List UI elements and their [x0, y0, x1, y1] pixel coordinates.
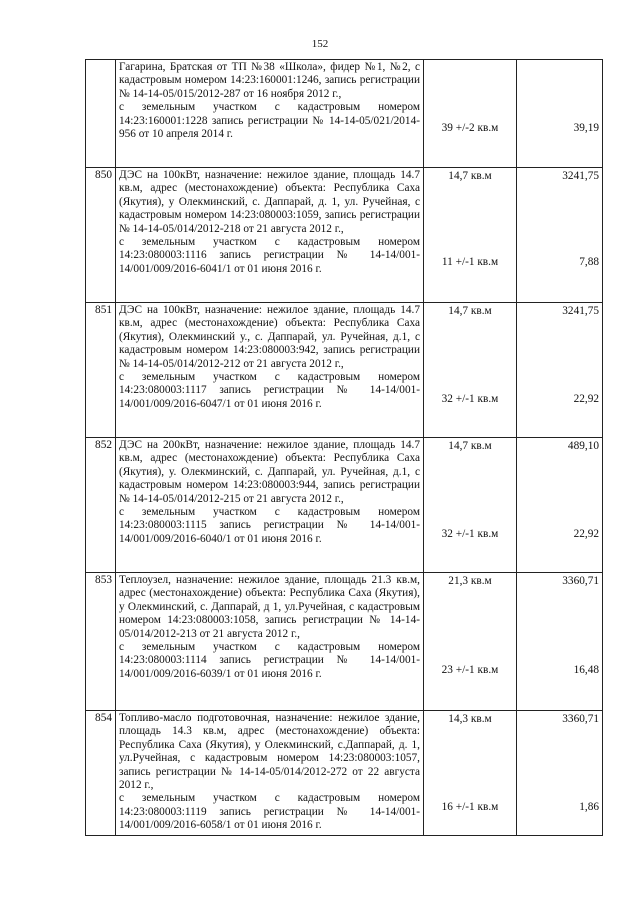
building-description: Теплоузел, назначение: нежилое здание, площадь 21.3 кв.м, адрес (местонахождение) объекта: Республика Саха (Якутия), у Олекминский, с. Даппарай, д 1, ул.Ручейная, с кадастровым номером 14:23:080003:1058, запись регистрации № 14-14-05/014/2012-213 от 21 августа 2012 г., — [119, 574, 420, 640]
land-area: 32 +/-1 кв.м — [441, 528, 499, 540]
table-row — [86, 303, 603, 438]
row-number: 852 — [86, 438, 116, 573]
land-value: 1,86 — [579, 801, 599, 813]
land-plot-description: с земельным участком с кадастровым номером 14:23:080003:1116 запись регистрации № 14-14/001-14/001/009/2016-6041/1 от 01 июня 2016 г. — [119, 236, 420, 275]
building-value: 3241,75 — [562, 170, 599, 182]
value-cell — [517, 711, 603, 836]
row-number: 853 — [86, 573, 116, 711]
area-cell — [424, 573, 517, 711]
area-cell — [424, 168, 517, 303]
value-cell — [517, 60, 603, 168]
building-description: Топливо-масло подготовочная, назначение: нежилое здание, площадь 14.3 кв.м, адрес (местонахождение) объекта: Республика Саха (Якутия), у Олекминский, с.Даппарай, д. 1, ул.Ручейная, с кадастровым номером 14:23:080003:1057, запись регистрации № 14-14-05/014/2012-272 от 22 августа 2012 г., — [119, 712, 420, 792]
building-value: 489,10 — [567, 440, 599, 452]
area-cell — [424, 711, 517, 836]
table-row — [86, 438, 603, 573]
land-plot-description: с земельным участком с кадастровым номером 14:23:160001:1228 запись регистрации № 14-14-05/021/2014-956 от 10 апреля 2014 г. — [119, 101, 420, 141]
area-cell — [424, 303, 517, 438]
building-value: 3360,71 — [562, 575, 599, 587]
row-number: 854 — [86, 711, 116, 836]
land-area: 11 +/-1 кв.м — [441, 256, 499, 268]
land-area: 32 +/-1 кв.м — [441, 393, 499, 405]
land-area: 16 +/-1 кв.м — [441, 801, 499, 813]
building-area: 14,7 кв.м — [448, 170, 492, 182]
area-cell — [424, 60, 517, 168]
building-value: 3360,71 — [562, 713, 599, 725]
property-description — [116, 60, 424, 168]
row-number: 850 — [86, 168, 116, 303]
land-plot-description: с земельным участком с кадастровым номером 14:23:080003:1114 запись регистрации № 14-14/001-14/001/009/2016-6039/1 от 01 июня 2016 г. — [119, 641, 420, 680]
property-description — [116, 711, 424, 836]
table-row — [86, 573, 603, 711]
property-description — [116, 573, 424, 711]
value-cell — [517, 438, 603, 573]
table-row — [86, 168, 603, 303]
building-area: 21,3 кв.м — [448, 575, 492, 587]
area-cell — [424, 438, 517, 573]
value-cell — [517, 168, 603, 303]
row-number: 851 — [86, 303, 116, 438]
table-row — [86, 60, 603, 168]
building-description: ДЭС на 100кВт, назначение: нежилое здание, площадь 14.7 кв.м, адрес (местонахождение) объекта: Республика Саха (Якутия), у Олекминский, с. Даппарай, д. 1, ул. Ручейная, с кадастровым номером 14:23:080003:1059, запись регистрации № 14-14-05/014/2012-218 от 21 августа 2012 г., — [119, 169, 420, 235]
land-value: 22,92 — [573, 528, 599, 540]
property-description — [116, 438, 424, 573]
land-value: 22,92 — [573, 393, 599, 405]
building-area: 14,3 кв.м — [448, 713, 492, 725]
land-value: 39,19 — [573, 122, 599, 134]
building-area: 14,7 кв.м — [448, 440, 492, 452]
building-area: 14,7 кв.м — [448, 305, 492, 317]
land-area: 39 +/-2 кв.м — [441, 122, 499, 134]
value-cell — [517, 573, 603, 711]
row-number — [86, 60, 116, 168]
land-plot-description: с земельным участком с кадастровым номером 14:23:080003:1119 запись регистрации № 14-14/001-14/001/009/2016-6058/1 от 01 июня 2016 г. — [119, 792, 420, 832]
property-table — [85, 59, 603, 836]
land-plot-description: с земельным участком с кадастровым номером 14:23:080003:1115 запись регистрации № 14-14/001-14/001/009/2016-6040/1 от 01 июня 2016 г. — [119, 506, 420, 545]
building-description: ДЭС на 200кВт, назначение: нежилое здание, площадь 14.7 кв.м, адрес (местонахождение) объекта: Республика Саха (Якутия), у. Олекминский, с. Даппарай, ул. Ручейная, д.1, с кадастровым номером 14:23:080003:944, запись регистрации № 14-14-05/014/2012-215 от 21 августа 2012 г., — [119, 439, 420, 505]
land-area: 23 +/-1 кв.м — [441, 664, 499, 676]
page-number: 152 — [311, 38, 329, 50]
building-description: ДЭС на 100кВт, назначение: нежилое здание, площадь 14.7 кв.м, адрес (местонахождение) объекта: Республика Саха (Якутия), Олекминский у., с. Даппарай, ул. Ручейная, д.1, с кадастровым номером 14:23:080003:942, запись регистрации № 14-14-05/014/2012-212 от 21 августа 2012 г., — [119, 304, 420, 370]
property-description — [116, 303, 424, 438]
land-value: 7,88 — [579, 256, 599, 268]
land-value: 16,48 — [573, 664, 599, 676]
property-description — [116, 168, 424, 303]
building-description: Гагарина, Братская от ТП №38 «Школа», фидер №1, №2, с кадастровым номером 14:23:160001:1246, запись регистрации № 14-14-05/015/2012-287 от 16 ноября 2012 г., — [119, 61, 420, 100]
land-plot-description: с земельным участком с кадастровым номером 14:23:080003:1117 запись регистрации № 14-14/001-14/001/009/2016-6047/1 от 01 июня 2016 г. — [119, 371, 420, 410]
building-value: 3241,75 — [562, 305, 599, 317]
table-row — [86, 711, 603, 836]
value-cell — [517, 303, 603, 438]
